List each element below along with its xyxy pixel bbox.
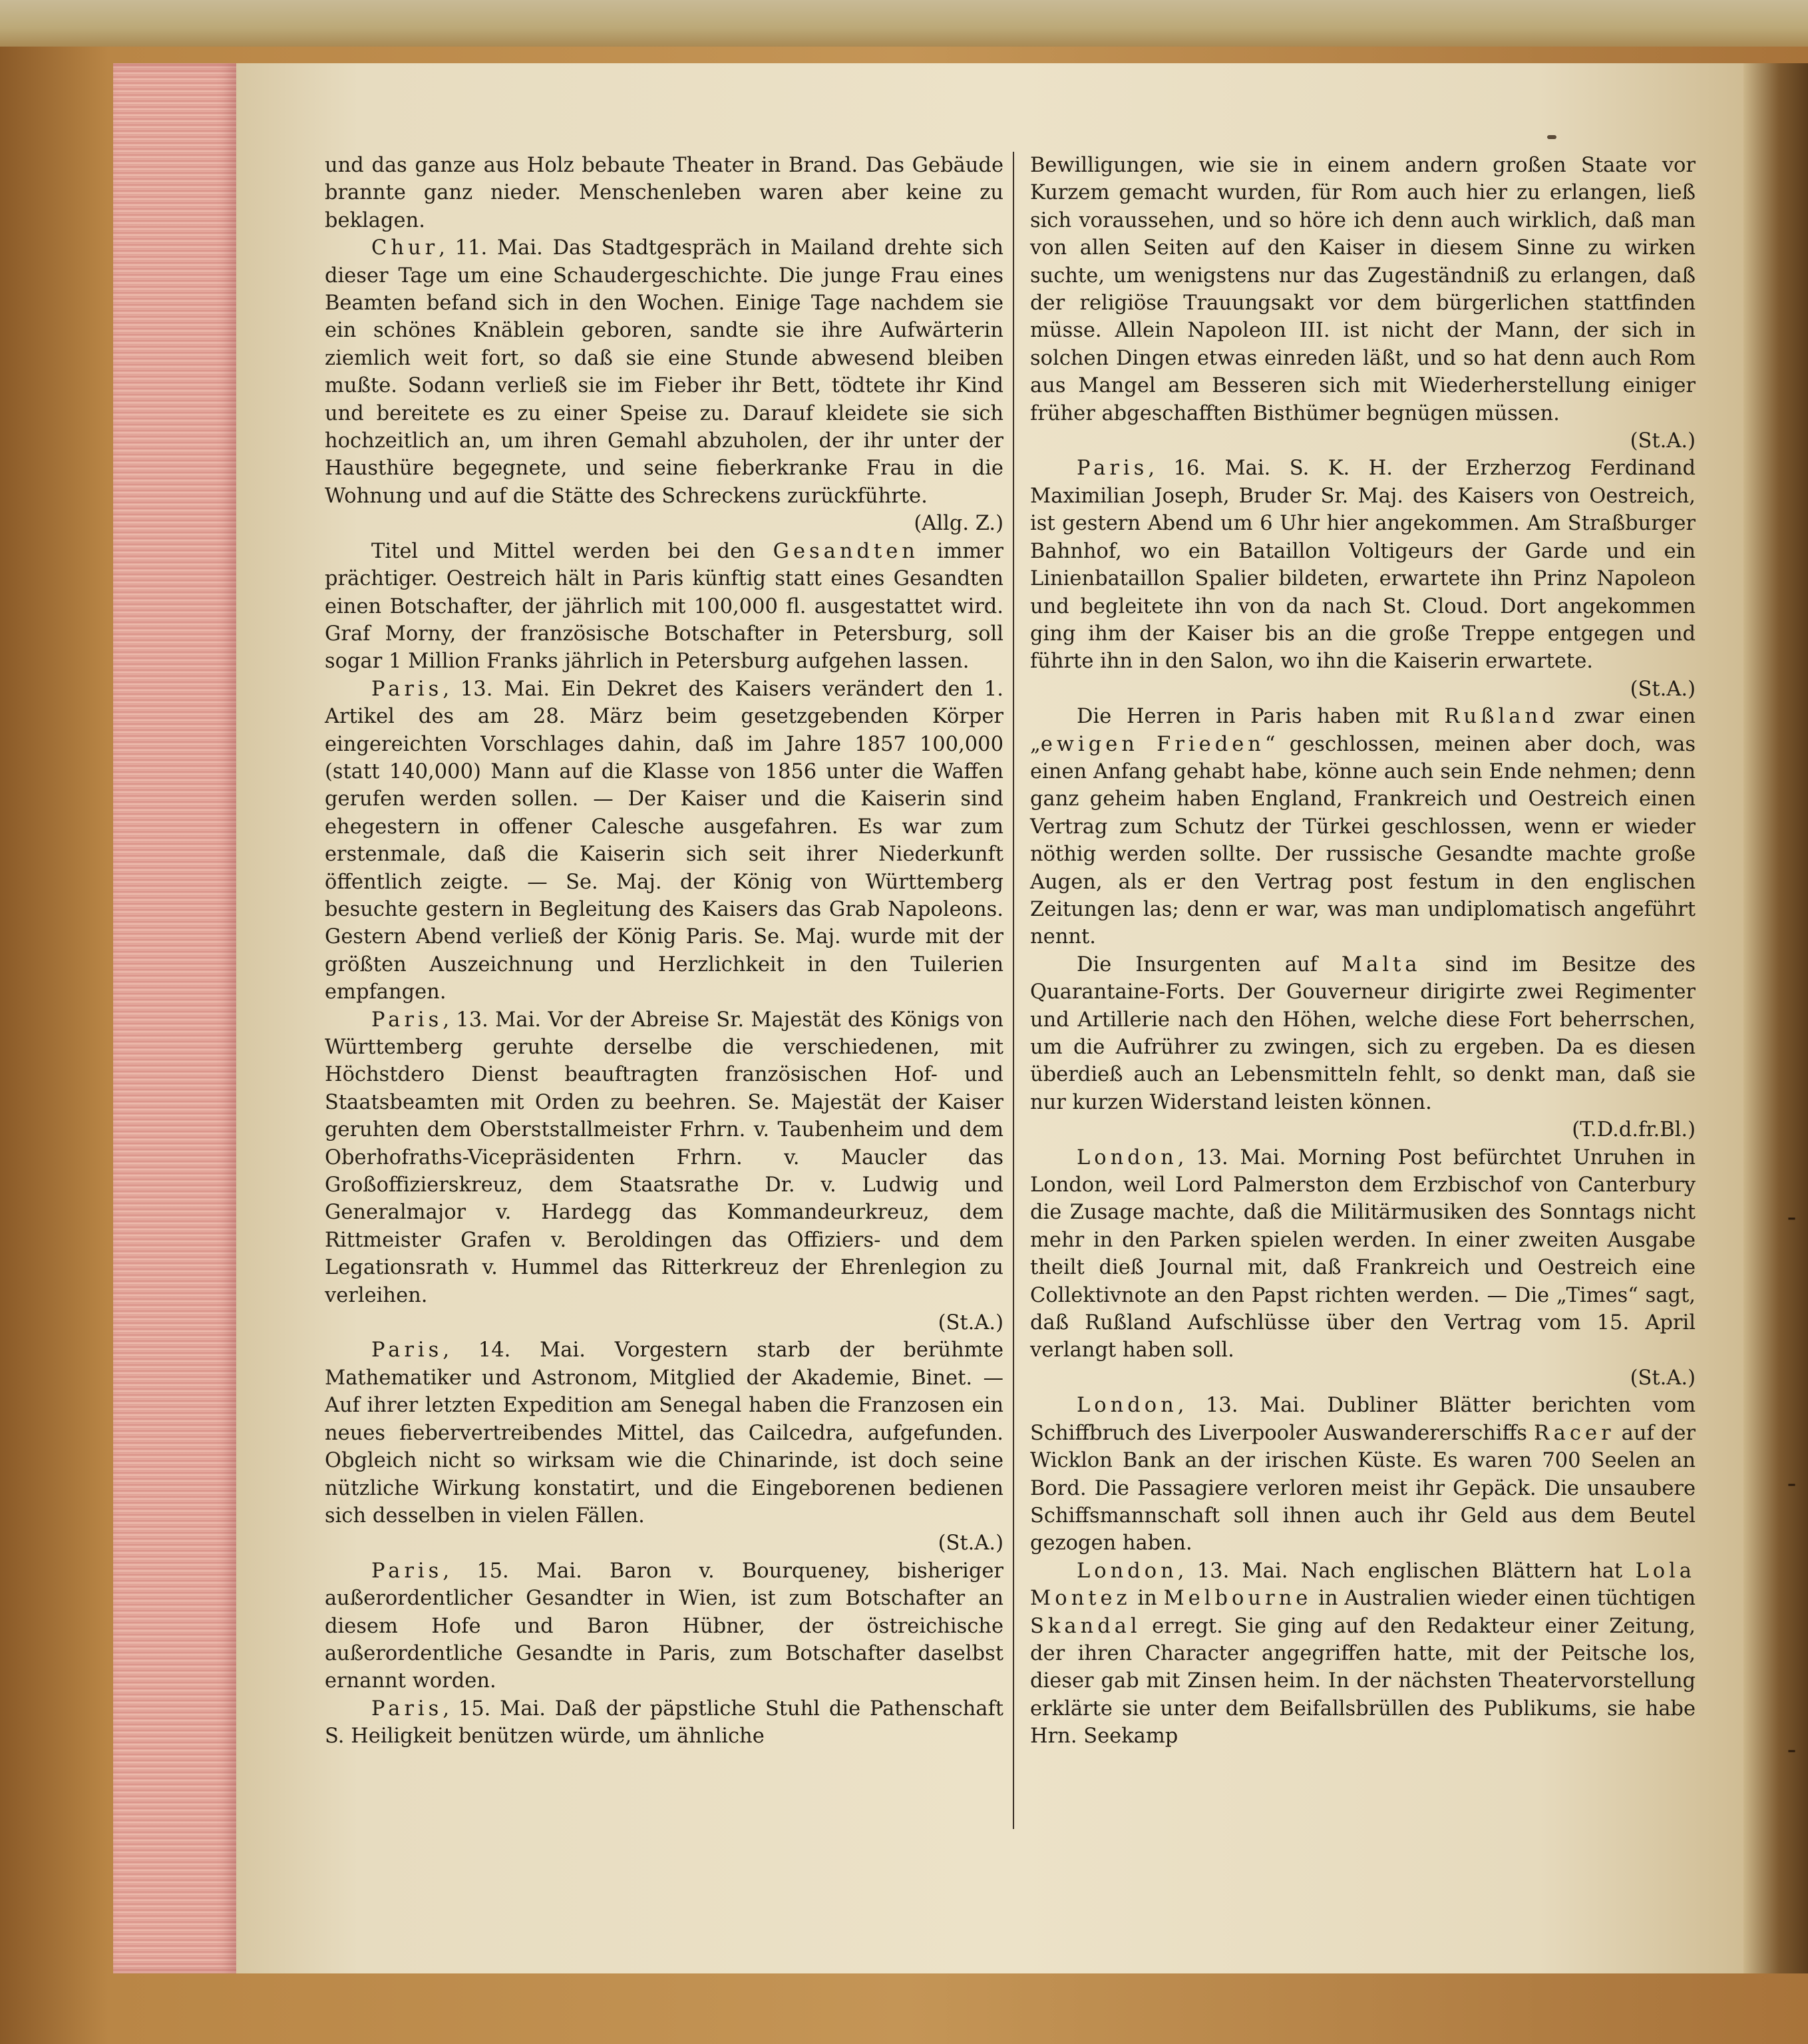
article-gesandten: [325, 538, 1003, 676]
article-russland: [1030, 703, 1696, 951]
article-text: Die Insurgenten auf: [1077, 952, 1342, 976]
article-text: , 13. Mai. Morning Post befürchtet Unruhen in London, weil Lord Palmerston dem Erzbischof von Canterbury die Zusage machte, daß die Militärmusiken des Sonntags nicht mehr in den Parken spielen werden. In einer zweiten Ausgabe theilt dieß Journal mit, daß Frankreich und Oestreich eine Collektivnote an den Papst richten werden. — Die „Times“ sagt, daß Rußland Aufschlüsse über den Vertrag vom 15. April verlangt haben soll.: [1030, 1145, 1696, 1362]
article-malta: [1030, 951, 1696, 1116]
spaced-term: Skandal: [1030, 1614, 1141, 1638]
article-text: , 13. Mai. Vor der Abreise Sr. Majestät des Königs von Württemberg geruhte derselbe die verschiedenen, mit Höchstdero Dienst beauftragten französischen Hof- und Staatsbeamten mit Orden zu beehren. Se. Majestät der Kaiser geruhten dem Oberststallmeister Frhrn. v. Taubenheim und dem Oberhofraths-Vicepräsidenten Frhrn. v. Maucler das Großoffizierskreuz, dem Staatsrathe Dr. v. Ludwig und Generalmajor v. Hardegg das Kommandeurkreuz, dem Rittmeister Grafen v. Beroldingen das Offiziers- und dem Legationsrath v. Hummel das Ritterkreuz der Ehrenlegion zu verleihen.: [325, 1008, 1003, 1307]
page-block-edge: [113, 63, 240, 1973]
article-text: immer prächtiger. Oestreich hält in Paris künftig statt eines Gesandten einen Botschafter, der jährlich mit 100,000 fl. ausgestattet wird. Graf Morny, der französische Botschafter in Petersburg, soll sogar 1 Million Franks jährlich in Petersburg aufgehen lassen.: [325, 539, 1003, 674]
article-text: “ geschlossen, meinen aber doch, was einen Anfang gehabt habe, könne auch sein Ende nehmen; denn ganz geheim haben England, Frankreich und Oestreich einen Vertrag zum Schutz der Türkei geschlossen, wenn er wieder nöthig werden sollte. Der russische Gesandte machte große Augen, als er den Vertrag post festum in den englischen Zeitungen las; denn er war, was man undiplomatisch angeführt nennt.: [1030, 732, 1696, 949]
article-source: (T.D.d.fr.Bl.): [1572, 1118, 1696, 1142]
article-source: (St.A.): [1630, 1366, 1696, 1390]
article-paris-14: [325, 1336, 1003, 1530]
article-text: zwar einen „: [1030, 705, 1696, 756]
spaced-term: Racer: [1534, 1421, 1615, 1445]
spaced-term: Malta: [1341, 952, 1421, 976]
spaced-term: Lola Montez: [1030, 1559, 1696, 1611]
article-source: (St.A.): [1630, 429, 1696, 453]
article-source: (St.A.): [938, 1532, 1003, 1555]
article-text: , 13. Mai. Nach englischen Blättern hat: [1177, 1559, 1636, 1583]
dateline-place: Paris: [371, 1338, 443, 1362]
gutter-mark: –: [1787, 1208, 1796, 1228]
article-text: , 15. Mai. Baron v. Bourqueney, bisheriger außerordentlicher Gesandter in Wien, ist zum Botschafter an diesem Hofe und Baron Hübner, der östreichische außerordentliche Gesandte in Paris, zum Botschafter daselbst ernannt worden.: [325, 1559, 1003, 1693]
article-text: in Australien wieder einen tüchtigen: [1312, 1587, 1696, 1611]
article-source: (St.A.): [1630, 677, 1696, 701]
article-text: , 13. Mai. Ein Dekret des Kaisers verändert den 1. Artikel des am 28. März beim gesetzgebenden Körper eingereichten Vorschlages dahin, daß im Jahre 1857 100,000 (statt 140,000) Mann auf die Klasse von 1856 unter die Waffen gerufen werden sollen. — Der Kaiser und die Kaiserin sind ehegestern in offener Calesche ausgefahren. Es war zum erstenmale, daß die Kaiserin sich seit ihrer Niederkunft öffentlich zeigte. — Se. Maj. der König von Württemberg besuchte gestern in Begleitung des Kaisers das Grab Napoleons. Gestern Abend verließ der König Paris. Se. Maj. wurde mit der größten Auszeichnung und Herzlichkeit in den Tuilerien empfangen.: [325, 677, 1003, 1004]
ink-speck: [1547, 135, 1556, 139]
binding-gutter: [1743, 63, 1808, 1973]
article-paris-13-b: [325, 1006, 1003, 1309]
dateline-place: London: [1077, 1394, 1178, 1418]
dateline-place: Paris: [371, 677, 443, 701]
article-london-b: [1030, 1392, 1696, 1557]
article-chur: [325, 234, 1003, 510]
left-column: [325, 152, 1003, 1750]
gutter-mark: –: [1787, 1474, 1796, 1494]
article-continuation: Bewilligungen, wie sie in einem andern großen Staate vor Kurzem gemacht wurden, für Rom auch hier zu erlangen, ließ sich voraussehen, und so höre ich denn auch wirklich, daß man von allen Seiten auf den Kaiser in diesem Sinne zu wirken suchte, um wenigstens nur das Zugeständniß zu erlangen, daß der religiöse Trauungsakt vor dem bürgerlichen stattfinden müsse. Allein Napoleon III. ist nicht der Mann, der sich in solchen Dingen etwas einreden läßt, und so hat denn auch Rom aus Mangel am Besseren sich mit Wiederherstellung einiger früher abgeschafften Bisthümer begnügen müssen.: [1030, 154, 1696, 425]
article-source: (St.A.): [938, 1311, 1003, 1335]
article-continuation: und das ganze aus Holz bebaute Theater in Brand. Das Gebäude brannte ganz nieder. Menschenleben waren aber keine zu beklagen.: [325, 154, 1003, 232]
article-text: , 14. Mai. Vorgestern starb der berühmte Mathematiker und Astronom, Mitglied der Akademie, Binet. — Auf ihrer letzten Expedition am Senegal haben die Franzosen ein neues fiebervertreibendes Mittel, das Cailcedra, aufgefunden. Obgleich nicht so wirksam wie die Chinarinde, ist doch seine nützliche Wirkung konstatirt, und die Eingeborenen bedienen sich desselben in vielen Fällen.: [325, 1338, 1003, 1528]
article-paris-15-b: [325, 1695, 1003, 1750]
article-london-a: [1030, 1144, 1696, 1364]
article-london-c: [1030, 1557, 1696, 1750]
dateline-place: Paris: [1077, 457, 1149, 481]
article-text: Die Herren in Paris haben mit: [1077, 705, 1445, 729]
dateline-place: Paris: [371, 1008, 443, 1032]
dateline-place: London: [1077, 1559, 1178, 1583]
article-text: , 13. Mai. Dubliner Blätter berichten vom Schiffbruch des Liverpooler Auswandererschiffs: [1030, 1394, 1696, 1445]
article-text: auf der Wicklon Bank an der irischen Küste. Es waren 700 Seelen an Bord. Die Passagiere verloren meist ihr Gepäck. Die unsaubere Schiffsmannschaft soll ihnen auch ihr Geld aus dem Beutel gezogen haben.: [1030, 1421, 1696, 1555]
article-source: (Allg. Z.): [914, 512, 1003, 536]
right-column: [1030, 152, 1696, 1750]
spaced-term: Melbourne: [1163, 1587, 1312, 1611]
article-paris-16: [1030, 455, 1696, 675]
article-paris-15-a: [325, 1557, 1003, 1695]
article-text: , 11. Mai. Das Stadtgespräch in Mailand drehte sich dieser Tage um eine Schaudergeschichte. Die junge Frau eines Beamten befand sich in den Wochen. Einige Tage nachdem sie ein schönes Knäblein geboren, sandte sie ihre Aufwärterin ziemlich weit fort, so daß sie eine Stunde abwesend bleiben mußte. Sodann verließ sie im Fieber ihr Bett, tödtete ihr Kind und bereitete es zu einer Speise zu. Darauf kleidete sie sich hochzeitlich an, um ihren Gemahl abzuholen, der ihr unter der Hausthüre begegnete, und seine fieberkranke Frau in die Wohnung und auf die Stätte des Schreckens zurückführte.: [325, 236, 1003, 508]
dateline-place: Paris: [371, 1559, 443, 1583]
article-text: sind im Besitze des Quarantaine-Forts. Der Gouverneur dirigirte zwei Regimenter und Artillerie nach den Höhen, welche diese Fort beherrschen, um die Aufrührer zu zwingen, sich zu ergeben. Da es diesen überdieß auch an Lebensmitteln fehlt, so denkt man, daß sie nur kurzen Widerstand leisten können.: [1030, 952, 1696, 1114]
spaced-term: Gesandten: [773, 539, 919, 563]
spaced-term: ewigen Frieden: [1040, 732, 1265, 756]
gutter-mark: –: [1787, 1740, 1796, 1760]
column-divider: [1013, 152, 1014, 1829]
article-text: , 16. Mai. S. K. H. der Erzherzog Ferdinand Maximilian Joseph, Bruder Sr. Maj. des Kaisers von Oestreich, ist gestern Abend um 6 Uhr hier angekommen. Am Straßburger Bahnhof, wo ein Bataillon Voltigeurs der Garde und ein Linienbataillon Spalier bildeten, erwartete ihn Prinz Napoleon und begleitete ihn von da nach St. Cloud. Dort angekommen ging ihm der Kaiser bis an die große Treppe entgegen und führte ihn in den Salon, wo ihn die Kaiserin erwartete.: [1030, 457, 1696, 674]
spaced-term: Rußland: [1444, 705, 1559, 729]
dateline-place: London: [1077, 1145, 1178, 1169]
article-paris-13-a: [325, 676, 1003, 1006]
book-cover-top-edge: [0, 0, 1808, 47]
article-text: Titel und Mittel werden bei den: [371, 539, 773, 563]
dateline-place: Paris: [371, 1697, 443, 1721]
article-text: erregt. Sie ging auf den Redakteur einer Zeitung, der ihren Character angegriffen hatte, mit der Peitsche los, dieser gab mit Zinsen heim. In der nächsten Theatervorstellung erklärte sie unter dem Beifallsbrüllen des Publikums, sie habe Hrn. Seekamp: [1030, 1614, 1696, 1748]
article-text: , 15. Mai. Daß der päpstliche Stuhl die Pathenschaft S. Heiligkeit benützen würde, um ähnliche: [325, 1697, 1003, 1748]
article-text: in: [1131, 1587, 1164, 1611]
dateline-place: Chur: [371, 236, 439, 260]
